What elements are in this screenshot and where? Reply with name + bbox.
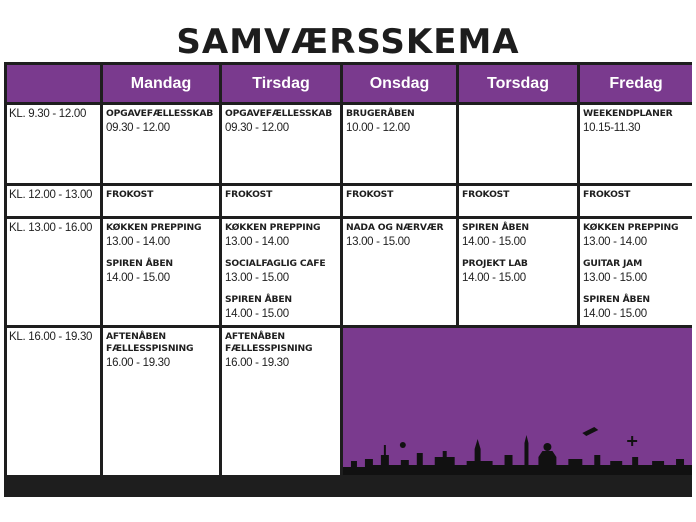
activity — [580, 186, 692, 201]
activity — [459, 219, 577, 250]
time-slot-label: KL. 9.30 - 12.00 — [9, 108, 87, 120]
activity-time: 14.00 - 15.00 — [462, 236, 526, 248]
activity-name: OPGAVEFÆLLESSKAB — [225, 108, 333, 119]
activity-time: 09.30 - 12.00 — [106, 122, 170, 134]
activity-name: SPIREN ÅBEN — [462, 222, 529, 233]
time-slot-label: KL. 12.00 - 13.00 — [9, 189, 93, 201]
activity — [580, 250, 692, 286]
activity — [103, 219, 219, 250]
time-slot-cell — [7, 328, 100, 475]
schedule-cell-mandag — [103, 328, 219, 475]
activity-name: NADA OG NÆRVÆR — [346, 222, 444, 233]
schedule-cell-onsdag — [343, 219, 456, 325]
day-header-onsdag: Onsdag — [343, 65, 456, 102]
activity — [222, 328, 340, 371]
city-skyline-illustration — [343, 415, 692, 475]
day-header-torsdag: Torsdag — [459, 65, 577, 102]
activity-time: 13.00 - 14.00 — [583, 236, 647, 248]
activity — [343, 219, 456, 250]
activity-name: BRUGERÅBEN — [346, 108, 415, 119]
activity-name: SPIREN ÅBEN — [225, 294, 292, 305]
activity — [103, 105, 219, 136]
activity — [459, 250, 577, 286]
activity-time: 14.00 - 15.00 — [583, 308, 647, 320]
activity-name: FROKOST — [225, 189, 273, 200]
activity — [222, 105, 340, 136]
day-header-fredag: Fredag — [580, 65, 692, 102]
schedule-cell-mandag — [103, 219, 219, 325]
activity-time: 16.00 - 19.30 — [225, 357, 289, 369]
activity-time: 14.00 - 15.00 — [106, 272, 170, 284]
activity-time: 09.30 - 12.00 — [225, 122, 289, 134]
activity-name: FROKOST — [462, 189, 510, 200]
activity — [580, 105, 692, 136]
activity-time: 13.00 - 14.00 — [106, 236, 170, 248]
activity-name: WEEKENDPLANER — [583, 108, 673, 119]
day-header-tirsdag: Tirsdag — [222, 65, 340, 102]
activity-name: SPIREN ÅBEN — [583, 294, 650, 305]
activity — [103, 328, 219, 371]
activity-name: OPGAVEFÆLLESSKAB — [106, 108, 214, 119]
activity-time: 16.00 - 19.30 — [106, 357, 170, 369]
activity-name: AFTENÅBEN FÆLLESSPISNING — [106, 331, 194, 354]
schedule-cell-fredag — [580, 219, 692, 325]
activity-time: 10.00 - 12.00 — [346, 122, 410, 134]
activity-name: FROKOST — [106, 189, 154, 200]
activity — [580, 219, 692, 250]
activity — [343, 105, 456, 136]
activity-name: FROKOST — [346, 189, 394, 200]
activity — [580, 286, 692, 322]
activity-name: AFTENÅBEN FÆLLESSPISNING — [225, 331, 313, 354]
activity-time: 13.00 - 15.00 — [225, 272, 289, 284]
time-slot-label: KL. 13.00 - 16.00 — [9, 222, 93, 234]
activity-time: 14.00 - 15.00 — [225, 308, 289, 320]
schedule-cell-torsdag — [459, 219, 577, 325]
schedule-cell-mandag — [103, 186, 219, 216]
activity-name: FROKOST — [583, 189, 631, 200]
page-title: SAMVÆRSSKEMA — [176, 22, 520, 62]
schedule-cell-fredag — [580, 105, 692, 183]
activity — [103, 186, 219, 201]
activity — [222, 286, 340, 322]
time-slot-cell — [7, 105, 100, 183]
schedule-cell-tirsdag — [222, 219, 340, 325]
schedule-table — [4, 62, 692, 497]
city-skyline-panel — [343, 328, 692, 475]
schedule-cell-onsdag — [343, 105, 456, 183]
activity — [222, 219, 340, 250]
activity-name: SPIREN ÅBEN — [106, 258, 173, 269]
activity — [103, 250, 219, 286]
activity-time: 10.15-11.30 — [583, 122, 641, 134]
schedule-cell-onsdag — [343, 186, 456, 216]
schedule-cell-mandag — [103, 105, 219, 183]
schedule-cell-torsdag — [459, 186, 577, 216]
activity-time: 13.00 - 15.00 — [346, 236, 410, 248]
time-slot-cell — [7, 219, 100, 325]
activity — [459, 186, 577, 201]
activity-name: KØKKEN PREPPING — [225, 222, 321, 233]
time-slot-label: KL. 16.00 - 19.30 — [9, 331, 93, 343]
activity-name: KØKKEN PREPPING — [106, 222, 202, 233]
schedule-cell-fredag — [580, 186, 692, 216]
time-slot-cell — [7, 186, 100, 216]
activity-name: KØKKEN PREPPING — [583, 222, 679, 233]
activity-name: PROJEKT LAB — [462, 258, 528, 269]
schedule-cell-tirsdag — [222, 328, 340, 475]
activity — [222, 250, 340, 286]
header-corner — [7, 65, 100, 102]
schedule-cell-tirsdag — [222, 105, 340, 183]
activity-name: SOCIALFAGLIG CAFE — [225, 258, 326, 269]
schedule-cell-torsdag — [459, 105, 577, 183]
activity-time: 13.00 - 14.00 — [225, 236, 289, 248]
day-header-mandag: Mandag — [103, 65, 219, 102]
activity-name: GUITAR JAM — [583, 258, 643, 269]
activity-time: 13.00 - 15.00 — [583, 272, 647, 284]
activity — [222, 186, 340, 201]
activity — [343, 186, 456, 201]
activity-time: 14.00 - 15.00 — [462, 272, 526, 284]
schedule-cell-tirsdag — [222, 186, 340, 216]
